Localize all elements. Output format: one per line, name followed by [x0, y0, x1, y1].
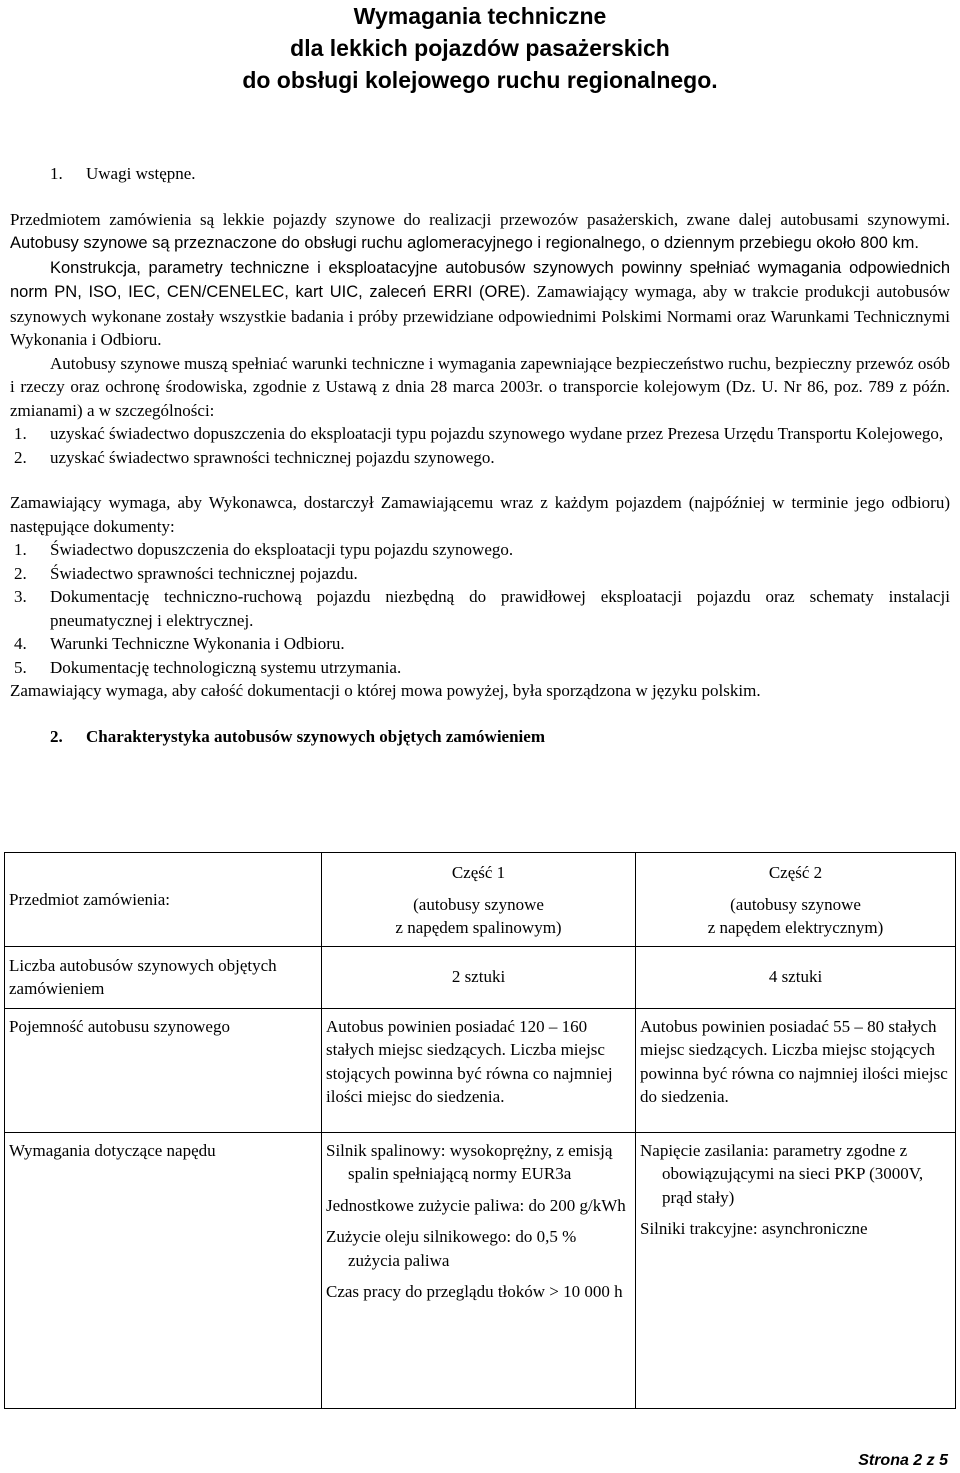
part-2-header: Część 2 (autobusy szynowe z napędem elektrycznym) — [636, 853, 956, 947]
section-1-number: 1. — [50, 164, 63, 183]
part-1-capacity: Autobus powinien posiadać 120 – 160 stałych miejsc siedzących. Liczba miejsc stojących powinna być równa co najmniej ilości miejsc do siedzenia. — [322, 1008, 636, 1132]
intro-sentence-1: Przedmiotem zamówienia są lekkie pojazdy szynowe do realizacji przewozów pasażerskich, zwane dalej autobusami szynowymi. — [10, 209, 950, 229]
table-row — [5, 1132, 956, 1408]
list-item: 5. Dokumentację technologiczną systemu utrzymania. — [14, 657, 402, 677]
part-2-drive: Napięcie zasilania: parametry zgodne z obowiązującymi na sieci PKP (3000V, prąd stały) Silniki trakcyjne: asynchroniczne — [636, 1132, 956, 1408]
safety-paragraph: Autobusy szynowe muszą spełniać warunki techniczne i wymagania zapewniające bezpieczeństwo ruchu, bezpieczny przewóz osób i rzeczy oraz ochronę środowiska, zgodnie z Ustawą z dnia 28 marca 2003r. o transporcie kolejowym (Dz. U. Nr 86, poz. 789 z późn. zmianami) a w szczególności: — [10, 353, 950, 420]
row-label-capacity: Pojemność autobusu szynowego — [5, 1008, 322, 1132]
part-1-drive: Silnik spalinowy: wysokoprężny, z emisją spalin spełniającą normy EUR3a Jednostkowe zużycie paliwa: do 200 g/kWh Zużycie oleju silnikowego: do 0,5 % zużycia paliwa Czas pracy do przeglądu tłoków > 10 000 h — [322, 1132, 636, 1408]
list-item: 2. Świadectwo sprawności technicznej pojazdu. — [14, 563, 358, 583]
list-item: 4. Warunki Techniczne Wykonania i Odbioru. — [14, 634, 345, 653]
list-item: 1. Świadectwo dopuszczenia do eksploatacji typu pojazdu szynowego. — [14, 540, 514, 559]
part-1-header: Część 1 (autobusy szynowe z napędem spalinowym) — [322, 853, 636, 947]
document-title — [10, 0, 950, 96]
construction-sentence-2: Zamawiający wymaga, aby w trakcie produkcji autobusów szynowych wykonane zostały wszystkie badania i próby przewidziane odpowiednimi Polskimi Normami oraz Warunkami Technicznymi Wykonania i Odbioru. — [10, 282, 951, 349]
list-item: 2. uzyskać świadectwo sprawności technicznej pojazdu szynowego. — [14, 447, 495, 467]
page-number: Strona 2 z 5 — [858, 1452, 948, 1469]
title-line-3: do obsługi kolejowego ruchu regionalnego. — [242, 67, 718, 93]
row-label-drive: Wymagania dotyczące napędu — [5, 1132, 322, 1408]
documents-paragraph: Zamawiający wymaga, aby Wykonawca, dostarczył Zamawiającemu wraz z każdym pojazdem (najpóźniej w terminie jego odbioru) następujące dokumenty: — [10, 493, 950, 536]
language-paragraph: Zamawiający wymaga, aby całość dokumentacji o której mowa powyżej, była sporządzona w języku polskim. — [10, 681, 761, 700]
list-item: 3. Dokumentację techniczno-ruchową pojazdu niezbędną do prawidłowej eksploatacji pojazdu oraz schematy instalacji pneumatycznej i elektrycznej. — [14, 587, 950, 630]
section-1-title: Uwagi wstępne. — [86, 164, 196, 183]
intro-paragraph — [10, 208, 950, 256]
section-2-heading — [10, 725, 950, 749]
construction-paragraph — [10, 256, 950, 352]
part-1-count: 2 sztuki — [322, 946, 636, 1008]
section-1-heading — [10, 162, 950, 186]
section-2-number: 2. — [50, 726, 63, 746]
row-label-subject: Przedmiot zamówienia: — [5, 853, 322, 947]
title-line-1: Wymagania techniczne — [353, 3, 607, 29]
table-row — [5, 946, 956, 1008]
part-2-count: 4 sztuki — [636, 946, 956, 1008]
specification-table — [4, 852, 956, 1409]
documents-list — [0, 538, 950, 679]
table-row — [5, 853, 956, 947]
table-row — [5, 1008, 956, 1132]
section-2-title: Charakterystyka autobusów szynowych objętych zamówieniem — [86, 726, 545, 746]
construction-sentence-1: Konstrukcja, parametry techniczne i eksploatacyjne autobusów szynowych powinny spełniać wymagania odpowiednich norm PN, ISO, IEC, CEN/CENELEC, kart UIC, zaleceń ERRI (ORE). — [10, 258, 950, 301]
document-page — [10, 0, 950, 748]
part-2-capacity: Autobus powinien posiadać 55 – 80 stałych miejsc siedzących. Liczba miejsc stojących powinna być równa co najmniej ilości miejsc do siedzenia. — [636, 1008, 956, 1132]
list-item: 1. uzyskać świadectwo dopuszczenia do eksploatacji typu pojazdu szynowego wydane przez Prezesa Urzędu Transportu Kolejowego, — [14, 424, 944, 443]
intro-sentence-2: Autobusy szynowe są przeznaczone do obsługi ruchu aglomeracyjnego i regionalnego, o dziennym przebiegu około 800 km. — [10, 234, 919, 252]
certificate-list — [0, 422, 950, 469]
row-label-count: Liczba autobusów szynowych objętych zamówieniem — [5, 946, 322, 1008]
title-line-2: dla lekkich pojazdów pasażerskich — [290, 35, 670, 61]
